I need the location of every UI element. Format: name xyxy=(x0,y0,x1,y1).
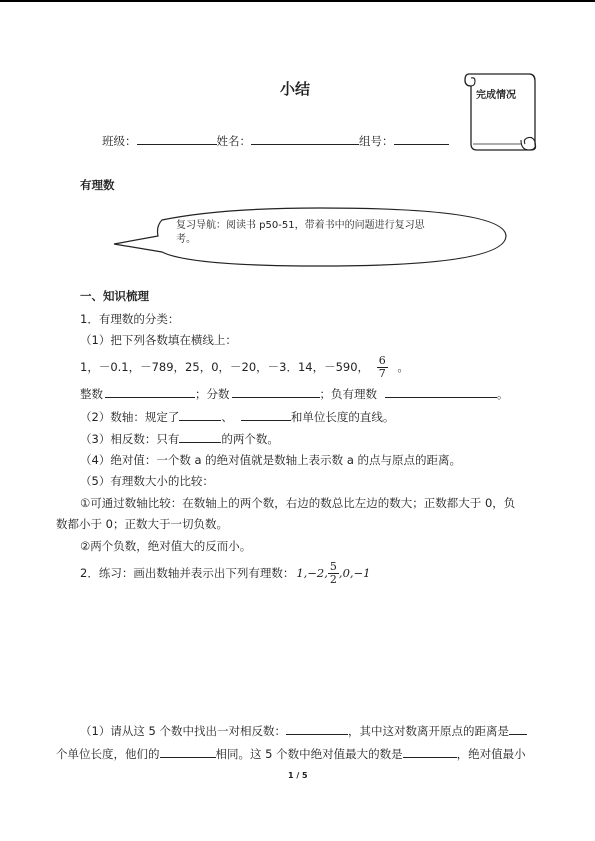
practice-list-a: 1,−2, xyxy=(296,566,328,580)
sub-question-1-line2 xyxy=(56,746,526,761)
group-field[interactable] xyxy=(394,133,449,145)
opposite-def xyxy=(80,431,279,446)
q3-text-a: （3）相反数：只有 xyxy=(80,432,180,446)
integer-label: 整数 xyxy=(80,387,103,401)
q3-field[interactable] xyxy=(179,431,221,443)
sub1-text-b: ，其中这对数离开原点的距离是 xyxy=(347,724,509,738)
integer-field[interactable] xyxy=(105,386,195,398)
opposite-pair-field[interactable] xyxy=(286,723,348,735)
completion-badge-label: 完成情况 xyxy=(476,90,516,101)
name-field[interactable] xyxy=(251,133,359,145)
comparison-heading: （5）有理数大小的比较： xyxy=(80,474,214,488)
completion-scroll-badge xyxy=(459,68,539,156)
same-field[interactable] xyxy=(160,746,216,758)
sub1-text-a: （1）请从这 5 个数中找出一对相反数： xyxy=(80,724,286,738)
q2-text-c: 和单位长度的直线。 xyxy=(290,410,395,424)
class-label: 班级： xyxy=(102,134,137,148)
guide-line-1: 复习导航：阅读书 p50-51，带着书中的问题进行复习思 xyxy=(176,220,425,231)
q2-field-1[interactable] xyxy=(179,409,221,421)
number-list-text: 1，－0.1，－789，25，0，－20，－3．14，－590， xyxy=(80,360,370,374)
info-line xyxy=(102,133,449,148)
number-line-def xyxy=(80,409,394,424)
top-rule xyxy=(0,0,595,2)
fraction-5-2 xyxy=(328,561,339,586)
line2-text-c: ，绝对值最小 xyxy=(456,747,526,761)
section-heading: 有理数 xyxy=(80,178,115,192)
absolute-value-def: （4）绝对值：一个数 a 的绝对值就是数轴上表示数 a 的点与原点的距离。 xyxy=(80,453,462,467)
class-field[interactable] xyxy=(137,133,217,145)
fraction-label: ；分数 xyxy=(195,387,230,401)
q1-text: 1．有理数的分类： xyxy=(80,312,180,326)
rule2: ②两个负数，绝对值大的反而小。 xyxy=(80,539,252,553)
fraction-numerator: 5 xyxy=(329,560,337,573)
fraction-6-7 xyxy=(377,355,388,380)
fraction-denominator: 7 xyxy=(378,367,386,380)
name-label: 姓名： xyxy=(216,134,251,148)
practice-question xyxy=(80,561,371,586)
rule1-line2: 数都小于 0；正数大于一切负数。 xyxy=(56,517,228,531)
negative-field[interactable] xyxy=(385,386,497,398)
fraction-denominator: 2 xyxy=(329,573,337,586)
q2-field-2[interactable] xyxy=(241,409,291,421)
number-list-end: 。 xyxy=(397,360,409,374)
q2-text-a: （2）数轴：规定了 xyxy=(80,410,180,424)
scroll-icon xyxy=(459,68,539,156)
group-label: 组号： xyxy=(359,134,394,148)
rule1-line1: ①可通过数轴比较：在数轴上的两个数，右边的数总比左边的数大；正数都大于 0，负 xyxy=(80,496,516,510)
number-list xyxy=(80,355,409,380)
part1-heading: 一、知识梳理 xyxy=(80,289,149,303)
practice-text: 2．练习：画出数轴并表示出下列有理数： xyxy=(80,566,295,580)
negative-label: ；负有理数 xyxy=(319,387,377,401)
fraction-field[interactable] xyxy=(232,386,320,398)
q2-text-b: 、 xyxy=(221,410,233,424)
sub-question-1-line1 xyxy=(80,723,527,738)
classification-row xyxy=(80,386,509,401)
row-end: 。 xyxy=(497,387,509,401)
max-abs-field[interactable] xyxy=(403,746,457,758)
line2-text-a: 个单位长度，他们的 xyxy=(56,747,160,761)
page-title: 小结 xyxy=(280,80,311,98)
guide-line-2: 考。 xyxy=(176,234,196,245)
line2-text-b: 相同。这 5 个数中绝对值最大的数是 xyxy=(215,747,403,761)
distance-field[interactable] xyxy=(509,723,527,735)
fraction-numerator: 6 xyxy=(378,354,386,367)
page-number: 1 / 5 xyxy=(288,771,308,780)
guide-text xyxy=(176,219,425,247)
q3-text-b: 的两个数。 xyxy=(221,432,279,446)
practice-list-b: ,0,−1 xyxy=(338,566,371,580)
q1-1-text: （1）把下列各数填在横线上： xyxy=(80,333,237,347)
